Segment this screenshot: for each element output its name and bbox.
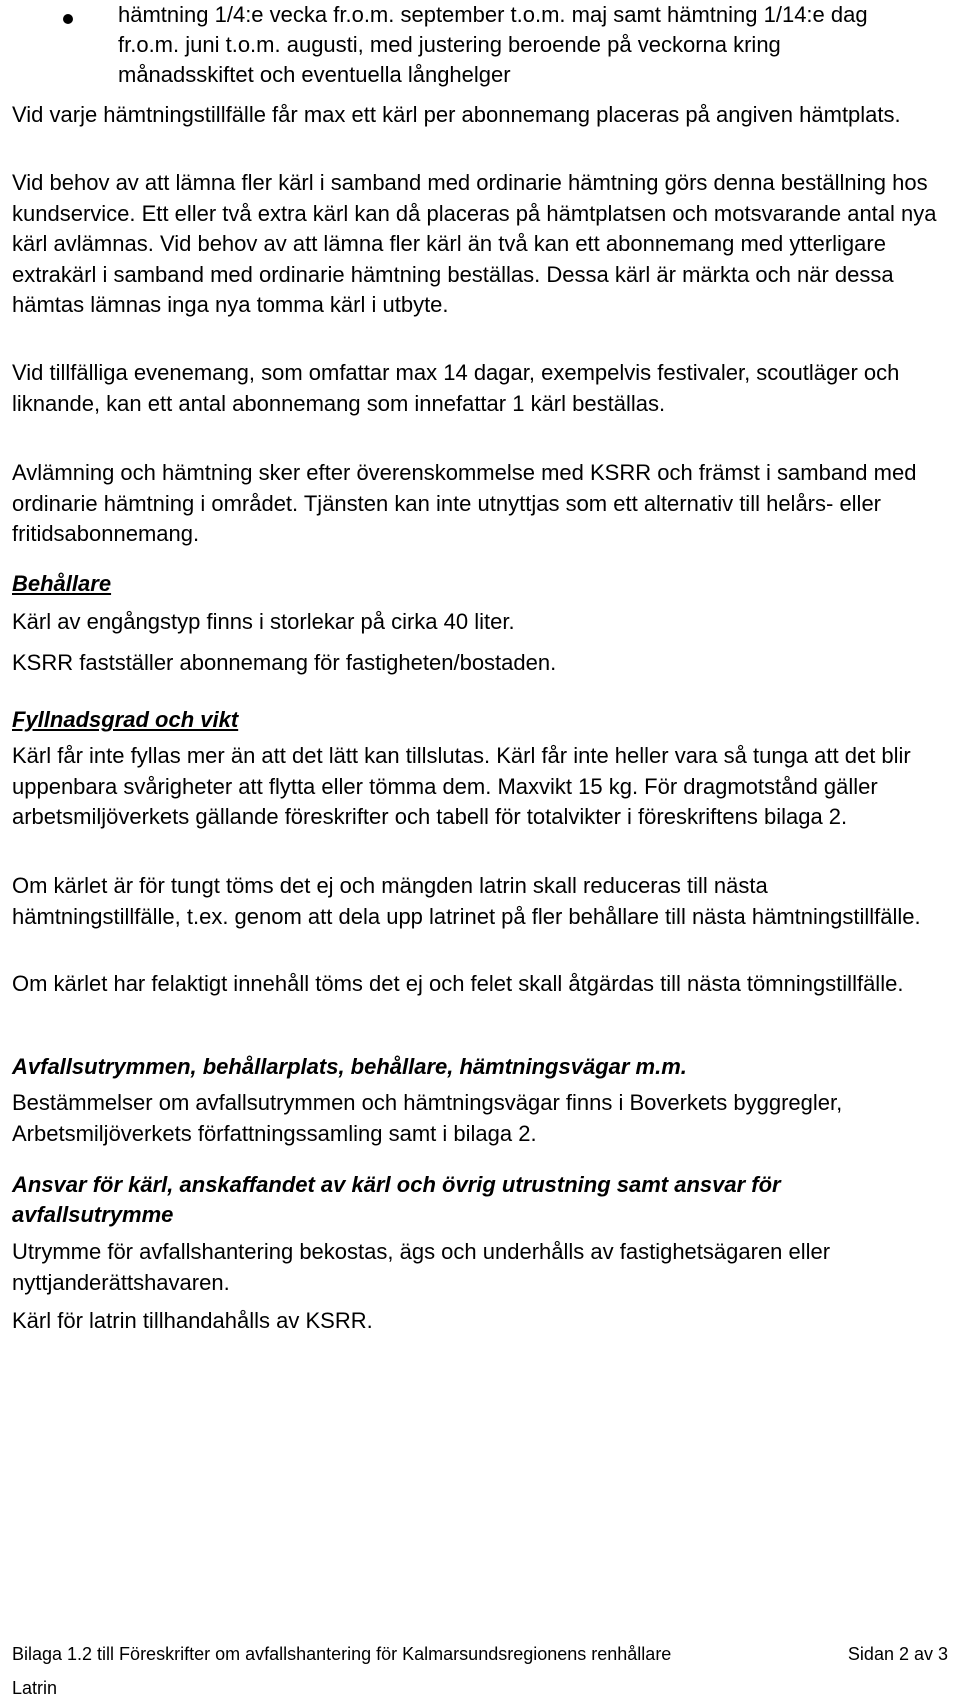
bullet-text: hämtning 1/4:e vecka fr.o.m. september t.o.m. maj samt hämtning 1/14:e dag fr.o.m. juni t.o.m. augusti, med justering beroende på veckorna kring månadsskiftet och eventuella långhelger: [118, 2, 868, 87]
paragraph-owner-responsibility: Utrymme för avfallshantering bekostas, ägs och underhålls av fastighetsägaren eller nyttjanderättshavaren.: [12, 1239, 831, 1295]
footer-section-name: Latrin: [12, 1678, 58, 1698]
heading-ansvar: Ansvar för kärl, anskaffandet av kärl och övrig utrustning samt ansvar för avfallsutrymme: [12, 1172, 781, 1227]
heading-avfallsutrymmen: Avfallsutrymmen, behållarplats, behållare, hämtningsvägar m.m.: [12, 1054, 687, 1079]
paragraph-fill-weight: Kärl får inte fyllas mer än att det lätt kan tillslutas. Kärl får inte heller vara så tunga att det blir uppenbara svårigheter att flytta eller tömma dem. Maxvikt 15 kg. För dragmotstånd gäller arbetsmiljöverkets gällande föreskrifter och tabell för totalvikter i föreskriftens bilaga 2.: [12, 743, 911, 829]
bullet-dot-icon: [63, 14, 73, 24]
heading-behallare: Behållare: [12, 571, 112, 596]
paragraph-extra-bins: Vid behov av att lämna fler kärl i samband med ordinarie hämtning görs denna beställning hos kundservice. Ett eller två extra kärl kan då placeras på hämtplatsen och motsvarande antal nya kärl avlämnas. Vid behov av att lämna fler kärl än två kan ett abonnemang med ytterligare extrakärl i samband med ordinarie hämtning beställas. Dessa kärl är märkta och när dessa hämtas lämnas inga nya tomma kärl i utbyte.: [12, 170, 937, 317]
footer-page-number: Sidan 2 av 3: [847, 1644, 948, 1664]
paragraph-max-one-bin: Vid varje hämtningstillfälle får max ett kärl per abonnemang placeras på angiven hämtplats.: [12, 102, 901, 127]
paragraph-temporary-events: Vid tillfälliga evenemang, som omfattar max 14 dagar, exempelvis festivaler, scoutläger och liknande, kan ett antal abonnemang som innefattar 1 kärl beställas.: [12, 360, 900, 416]
footer-document-title: Bilaga 1.2 till Föreskrifter om avfallshantering för Kalmarsundsregionens renhållare: [12, 1644, 672, 1664]
heading-fyllnadsgrad: Fyllnadsgrad och vikt: [12, 707, 239, 732]
paragraph-delivery-pickup: Avlämning och hämtning sker efter överenskommelse med KSRR och främst i samband med ordinarie hämtning i området. Tjänsten kan inte utnyttjas som ett alternativ till helårs- eller fritidsabonnemang.: [12, 460, 917, 546]
paragraph-bin-size: Kärl av engångstyp finns i storlekar på cirka 40 liter.: [12, 609, 515, 634]
paragraph-too-heavy: Om kärlet är för tungt töms det ej och mängden latrin skall reduceras till nästa hämtningstillfälle, t.ex. genom att dela upp latrinet på fler behållare till nästa hämtningstillfälle.: [12, 873, 921, 929]
paragraph-wrong-content: Om kärlet har felaktigt innehåll töms det ej och felet skall åtgärdas till nästa tömningstillfälle.: [12, 971, 904, 996]
paragraph-latrin-bins: Kärl för latrin tillhandahålls av KSRR.: [12, 1308, 373, 1333]
paragraph-regulations: Bestämmelser om avfallsutrymmen och hämtningsvägar finns i Boverkets byggregler, Arbetsmiljöverkets författningssamling samt i bilaga 2.: [12, 1090, 843, 1146]
paragraph-subscription: KSRR fastställer abonnemang för fastigheten/bostaden.: [12, 650, 557, 675]
